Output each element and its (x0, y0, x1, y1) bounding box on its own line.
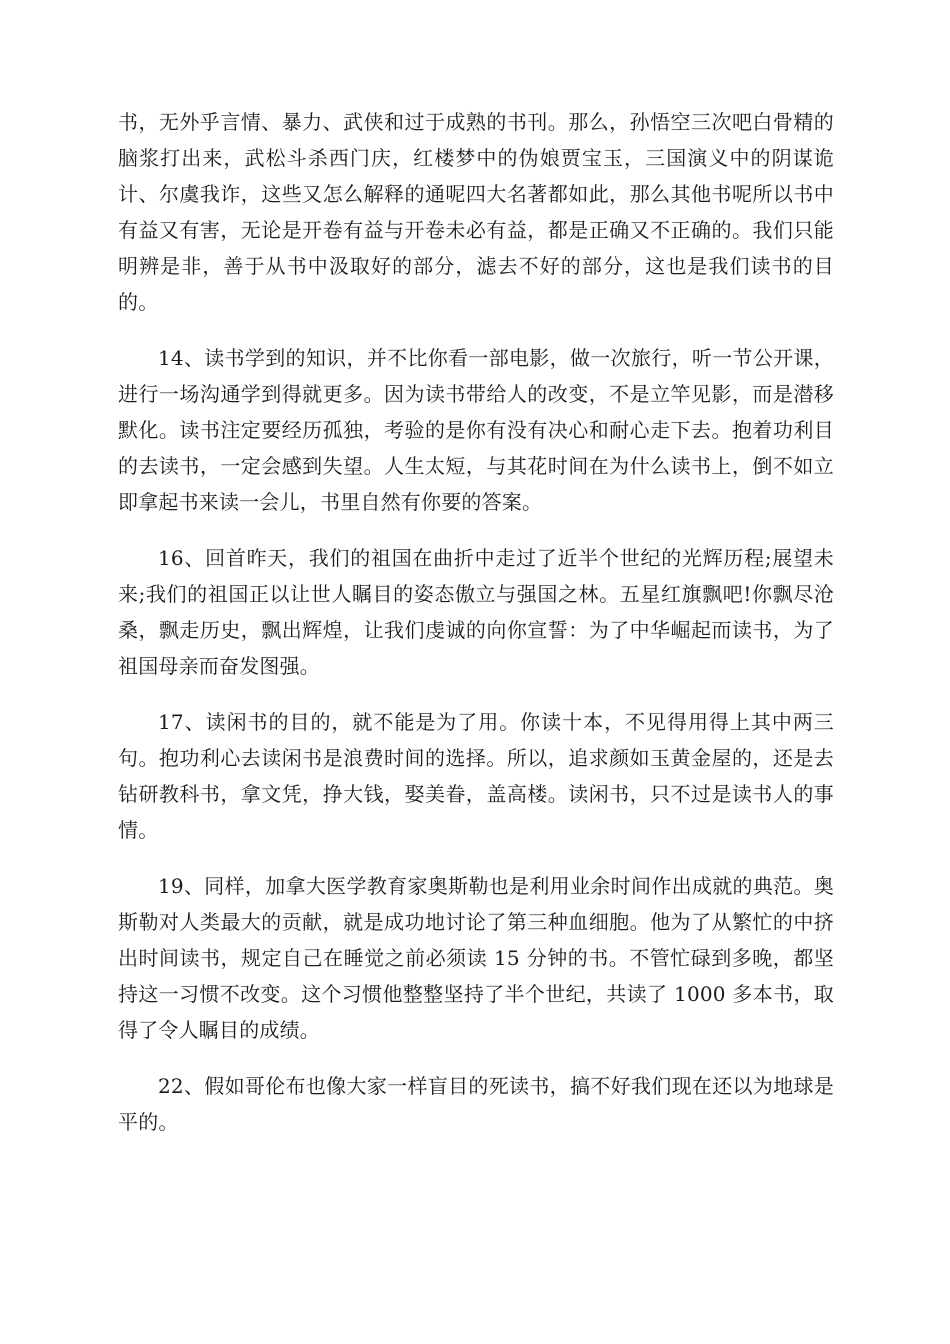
paragraph-17: 17、读闲书的目的，就不能是为了用。你读十本，不见得用得上其中两三句。抱功利心去读闲书是浪费时间的选择。所以，追求颜如玉黄金屋的，还是去钻研教科书，拿文凭，挣大钱，娶美眷，盖高楼。读闲书，只不过是读书人的事情。 (118, 710, 834, 842)
paragraph-22: 22、假如哥伦布也像大家一样盲目的死读书，搞不好我们现在还以为地球是平的。 (118, 1074, 834, 1134)
paragraph-16: 16、回首昨天，我们的祖国在曲折中走过了近半个世纪的光辉历程;展望未来;我们的祖国正以让世人瞩目的姿态傲立与强国之林。五星红旗飘吧!你飘尽沧桑，飘走历史，飘出辉煌，让我们虔诚的向你宣誓：为了中华崛起而读书，为了祖国母亲而奋发图强。 (118, 546, 834, 678)
paragraph-19: 19、同样，加拿大医学教育家奥斯勒也是利用业余时间作出成就的典范。奥斯勒对人类最大的贡献，就是成功地讨论了第三种血细胞。他为了从繁忙的中挤出时间读书，规定自己在睡觉之前必须读 15 分钟的书。不管忙碌到多晚，都坚持这一习惯不改变。这个习惯他整整坚持了半个世纪，共读了 1000 多本书，取得了令人瞩目的成绩。 (118, 874, 834, 1042)
document-body (118, 104, 834, 1160)
paragraph-continuation: 书，无外乎言情、暴力、武侠和过于成熟的书刊。那么，孙悟空三次吧白骨精的脑浆打出来，武松斗杀西门庆，红楼梦中的伪娘贾宝玉，三国演义中的阴谋诡计、尔虞我诈，这些又怎么解释的通呢四大名著都如此，那么其他书呢所以书中有益又有害，无论是开卷有益与开卷未必有益，都是正确又不正确的。我们只能明辨是非，善于从书中汲取好的部分，滤去不好的部分，这也是我们读书的目的。 (118, 110, 834, 314)
paragraph-14: 14、读书学到的知识，并不比你看一部电影，做一次旅行，听一节公开课，进行一场沟通学到得就更多。因为读书带给人的改变，不是立竿见影，而是潜移默化。读书注定要经历孤独，考验的是你有没有决心和耐心走下去。抱着功利目的去读书，一定会感到失望。人生太短，与其花时间在为什么读书上，倒不如立即拿起书来读一会儿，书里自然有你要的答案。 (118, 346, 834, 514)
